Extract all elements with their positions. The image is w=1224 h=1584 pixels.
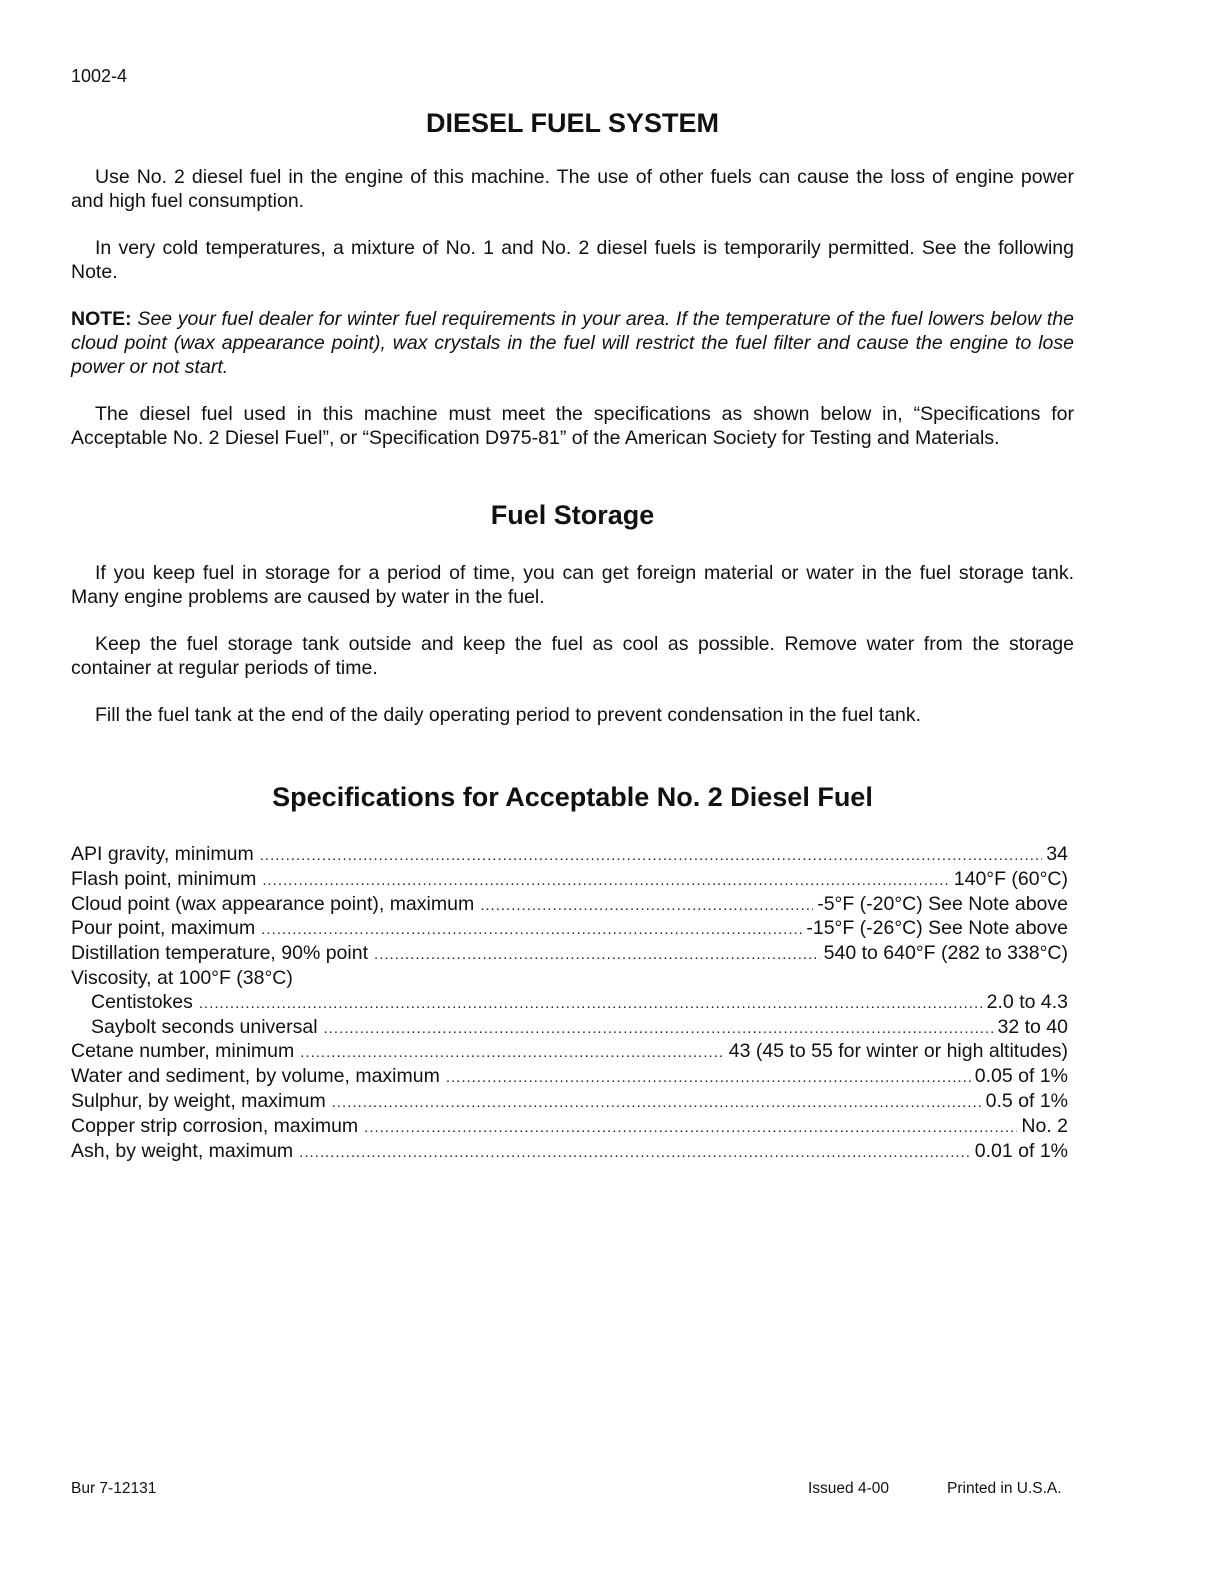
dot-leader [332,1091,982,1115]
paragraph-fill-tank: Fill the fuel tank at the end of the daily operating period to prevent condensation in the fuel tank. [95,704,922,726]
spec-label: Flash point, minimum [71,867,257,890]
note-block [71,307,1074,379]
spec-value: 140°F (60°C) [953,867,1068,890]
paragraph-storage-contamination: If you keep fuel in storage for a period of time, you can get foreign material or water in the fuel storage tank. Many engine problems are caused by water in the fuel. [71,562,1074,608]
dot-leader [299,1141,971,1165]
spec-row [71,1065,1068,1090]
spec-label: Centistokes [91,990,193,1013]
spec-row [71,917,1068,942]
spec-label: Sulphur, by weight, maximum [71,1089,326,1112]
footer-printed-location: Printed in U.S.A. [947,1480,1062,1497]
dot-leader [199,992,983,1016]
dot-leader [260,844,1043,868]
spec-row-heading [71,967,1068,991]
spec-row [71,1140,1068,1165]
dot-leader [480,894,813,918]
page-title: DIESEL FUEL SYSTEM [425,108,720,138]
spec-row [71,893,1068,918]
footer-issued-date: Issued 4-00 [808,1480,889,1497]
paragraph-storage-tank: Keep the fuel storage tank outside and keep the fuel as cool as possible. Remove water from the storage container at regular periods of time. [71,633,1074,679]
spec-value: 540 to 640°F (282 to 338°C) [823,942,1068,965]
spec-label: Viscosity, at 100°F (38°C) [71,966,293,989]
spec-label: Saybolt seconds universal [91,1015,318,1038]
dot-leader [262,869,949,893]
note-label: NOTE: [71,308,132,330]
spec-row [71,1090,1068,1115]
spec-value: 2.0 to 4.3 [986,990,1068,1013]
spec-label: Cloud point (wax appearance point), maximum [71,892,475,915]
spec-row [71,868,1068,893]
specifications-list [71,843,1068,1164]
spec-label: Pour point, maximum [71,917,256,940]
spec-label: Water and sediment, by volume, maximum [71,1065,440,1088]
spec-value: 34 [1046,843,1068,865]
spec-row [71,1040,1068,1065]
paragraph-fuel-type: Use No. 2 diesel fuel in the engine of this machine. The use of other fuels can cause the loss of engine power and high fuel consumption. [71,166,1074,212]
spec-value: 0.5 of 1% [985,1089,1068,1112]
spec-label: API gravity, minimum [71,843,254,865]
spec-label: Cetane number, minimum [71,1040,295,1063]
paragraph-cold-temperatures: In very cold temperatures, a mixture of No. 1 and No. 2 diesel fuels is temporarily permitted. See the following Note. [71,237,1074,283]
spec-row [71,1115,1068,1140]
dot-leader [300,1041,724,1065]
spec-value: -5°F (-20°C) See Note above [817,892,1068,915]
paragraph-specifications-reference: The diesel fuel used in this machine must meet the specifications as shown below in, “Specifications for Acceptable No. 2 Diesel Fuel”, or “Specification D975-81” of the American Society for Testing and Materials. [71,403,1074,449]
spec-value: 32 to 40 [997,1015,1068,1038]
spec-value: 0.05 of 1% [974,1065,1068,1088]
page-number: 1002-4 [71,66,128,86]
spec-label: Copper strip corrosion, maximum [71,1114,359,1137]
footer-doc-number: Bur 7-12131 [71,1480,157,1497]
dot-leader [364,1116,1017,1140]
dot-leader [446,1066,971,1090]
dot-leader [261,918,802,942]
spec-label: Ash, by weight, maximum [71,1139,294,1162]
spec-value: 43 (45 to 55 for winter or high altitudes) [728,1040,1068,1063]
spec-value: No. 2 [1021,1114,1068,1137]
dot-leader [374,943,820,967]
spec-label: Distillation temperature, 90% point [71,942,368,965]
spec-value: 0.01 of 1% [974,1139,1068,1162]
section-title-specifications: Specifications for Acceptable No. 2 Diesel Fuel [272,782,873,812]
spec-row [71,942,1068,967]
spec-row [71,1016,1068,1041]
dot-leader [324,1017,994,1041]
section-title-fuel-storage: Fuel Storage [490,500,655,530]
spec-row [71,991,1068,1016]
document-body [71,108,1074,1164]
spec-row [71,843,1068,868]
note-text: See your fuel dealer for winter fuel requirements in your area. If the temperature of the fuel lowers below the cloud point (wax appearance point), wax crystals in the fuel will restrict the fuel filter and cause the engine to lose power or not start. [71,308,1075,378]
spec-value: -15°F (-26°C) See Note above [806,917,1068,940]
